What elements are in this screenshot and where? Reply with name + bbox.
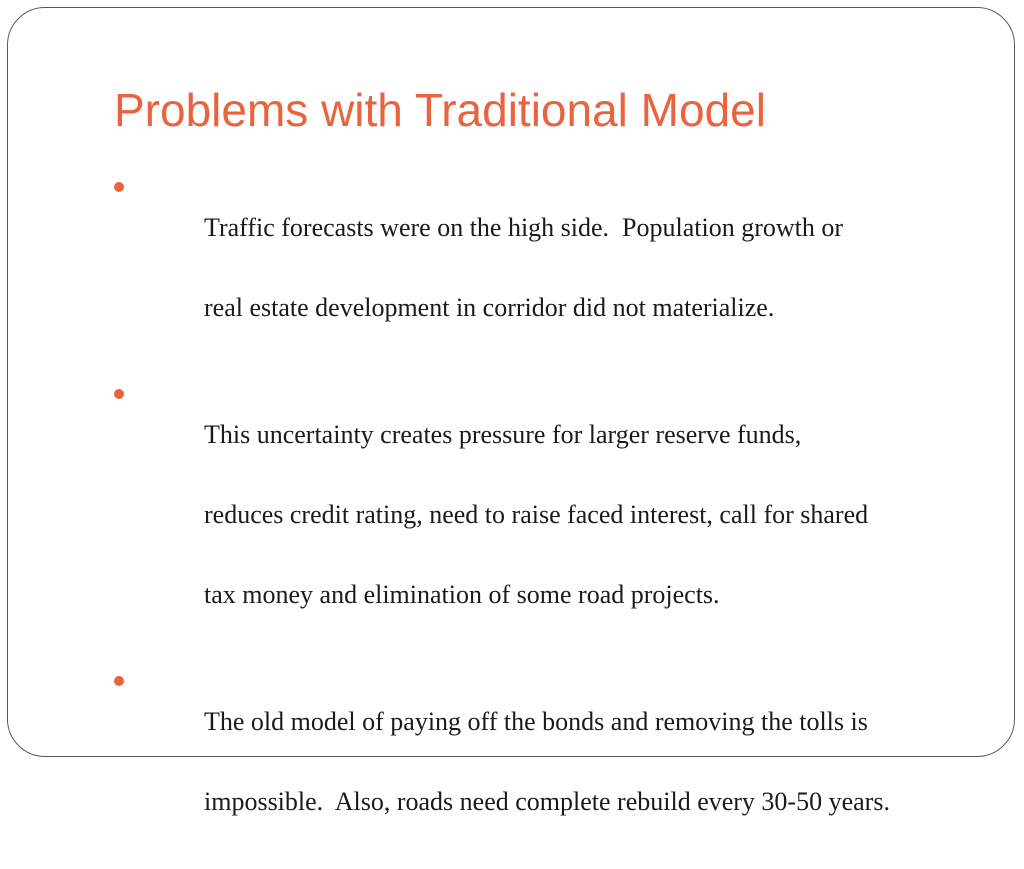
bullet-line: real estate development in corridor did not materialize. — [204, 293, 775, 322]
bullet-line: The old model of paying off the bonds and removing the tolls is — [204, 707, 868, 736]
bullet-line: tax money and elimination of some road projects. — [204, 580, 720, 609]
bullet-item — [114, 375, 974, 655]
bullet-dot-icon — [114, 182, 124, 192]
bullet-text — [165, 662, 974, 862]
bullet-line: This uncertainty creates pressure for larger reserve funds, — [204, 420, 802, 449]
bullet-item — [114, 662, 974, 862]
slide-title: Problems with Traditional Model — [114, 84, 766, 136]
bullet-dot-icon — [114, 676, 124, 686]
bullet-line: impossible. Also, roads need complete rebuild every 30-50 years. — [204, 787, 890, 816]
bullet-dot-icon — [114, 389, 124, 399]
bullet-line: reduces credit rating, need to raise faced interest, call for shared — [204, 500, 869, 529]
bullet-text — [165, 168, 974, 368]
bullet-text — [165, 375, 974, 655]
bullet-list — [114, 168, 974, 869]
bullet-item — [114, 168, 974, 368]
bullet-line: Traffic forecasts were on the high side. Population growth or — [204, 213, 844, 242]
